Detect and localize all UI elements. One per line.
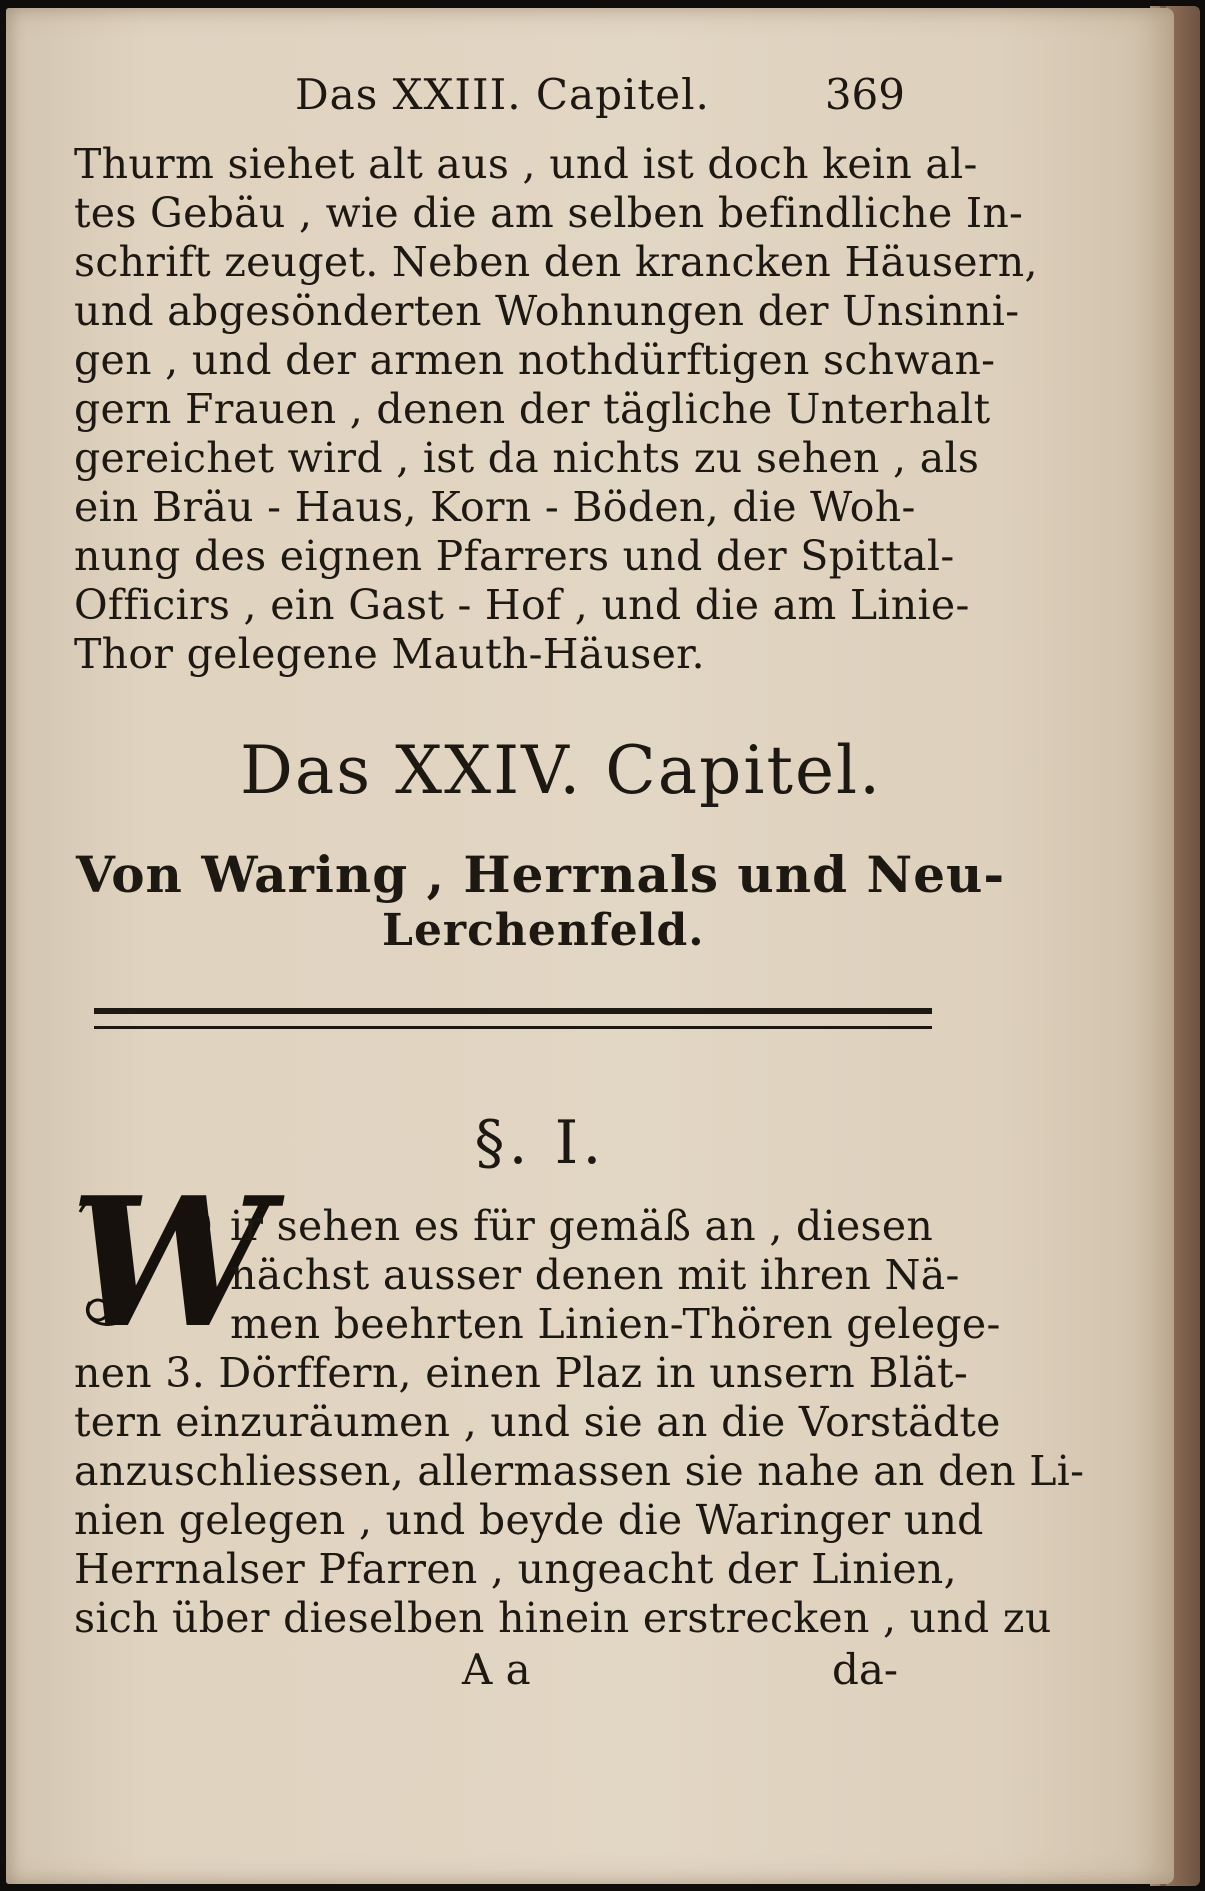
drop-cap-letter: W	[70, 1158, 270, 1367]
catchword: da-	[832, 1645, 899, 1694]
text-line: und abgesönderten Wohnungen der Unsinni-	[74, 287, 1020, 335]
chapter-subtitle-line-1: Von Waring , Herrnals und Neu-	[76, 845, 1006, 904]
text-line: ein Bräu - Haus, Korn - Böden, die Woh-	[74, 483, 916, 531]
text-line: gern Frauen , denen der tägliche Unterhalt	[74, 385, 991, 433]
text-line: gen , und der armen nothdürftigen schwan-	[74, 336, 996, 384]
signature-mark: A a	[462, 1645, 531, 1694]
running-head-title: Das XXIII. Capitel.	[295, 70, 710, 119]
text-line: nung des eignen Pfarrers und der Spittal-	[74, 532, 955, 580]
double-rule-thin	[94, 1026, 932, 1029]
text-line: ir sehen es für gemäß an , diesen	[230, 1202, 934, 1250]
text-line: men beehrten Linien-Thören gelege-	[230, 1300, 1001, 1348]
page-number: 369	[824, 70, 905, 119]
text-line: anzuschliessen, allermassen sie nahe an den Li-	[74, 1447, 1085, 1495]
running-header	[295, 70, 905, 128]
chapter-subtitle-line-2: Lerchenfeld.	[382, 905, 705, 956]
text-line: nien gelegen , und beyde die Waringer und	[74, 1496, 984, 1544]
text-line: Officirs , ein Gast - Hof , und die am Linie-	[74, 581, 970, 629]
text-line: schrift zeuget. Neben den krancken Häusern,	[74, 238, 1038, 286]
ornamental-drop-cap	[70, 1158, 270, 1367]
text-line: Thor gelegene Mauth-Häuser.	[74, 630, 705, 678]
text-line: nächst ausser denen mit ihren Nä-	[230, 1251, 960, 1299]
double-rule-thick	[94, 1008, 932, 1014]
text-line: tes Gebäu , wie die am selben befindliche In-	[74, 189, 1024, 237]
text-line: Herrnalser Pfarren , ungeacht der Linien,	[74, 1545, 957, 1593]
text-line: tern einzuräumen , und sie an die Vorstädte	[74, 1398, 1001, 1446]
section-mark: §. I.	[474, 1108, 606, 1178]
text-line: sich über dieselben hinein erstrecken , und zu	[74, 1594, 1052, 1642]
text-line: nen 3. Dörffern, einen Plaz in unsern Blät-	[74, 1349, 968, 1397]
chapter-heading: Das XXIV. Capitel.	[240, 732, 883, 809]
text-line: gereichet wird , ist da nichts zu sehen , als	[74, 434, 980, 482]
text-line: Thurm siehet alt aus , und ist doch kein al-	[74, 140, 978, 188]
